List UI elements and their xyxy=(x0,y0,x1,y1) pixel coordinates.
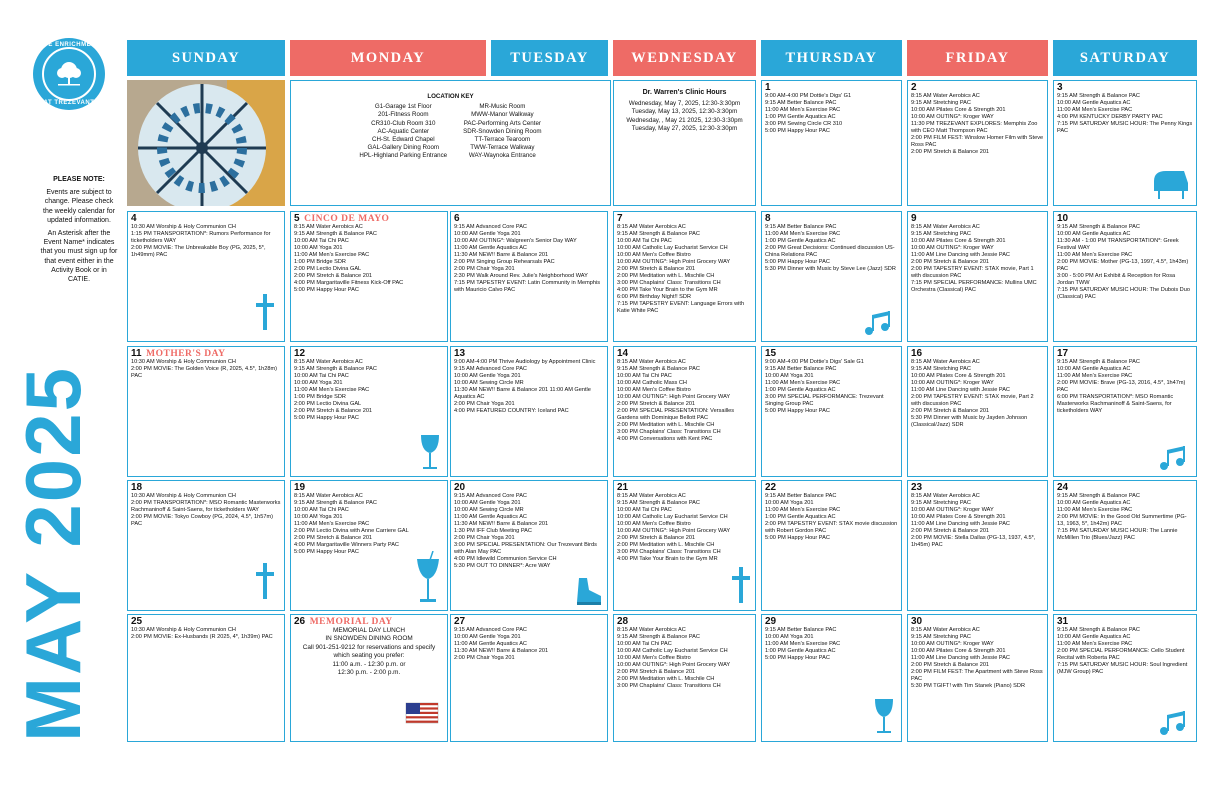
day-cell-27 xyxy=(450,614,608,742)
header-wednesday: WEDNESDAY xyxy=(613,40,756,76)
day-number: 17 xyxy=(1057,348,1069,359)
day-cell-29 xyxy=(761,614,902,742)
day-number: 3 xyxy=(1057,82,1063,93)
cross-icon xyxy=(732,567,750,603)
day-number: 8 xyxy=(765,213,771,224)
day-cell-21 xyxy=(613,480,756,611)
day-number: 14 xyxy=(617,348,629,359)
day-events: 8:15 AM Water Aerobics AC 9:15 AM Strength & Balance PAC 10:00 AM Tai Chi PAC 10:00 AM Catholic Mass CH 10:00 AM Men's Coffee Bistro 10:00 AM OUTING*: High Point Grocery WAY 2:00 PM Stretch & Balance 201 2:00 PM SPECIAL PRESENTATION: Versailles Gardens with Dominique Bellott PAC 2:00 PM Meditation with L. Mischile CH 3:00 PM Chaplains' Class: Transitions CH 4:00 PM Conversations with Kent PAC xyxy=(617,359,735,442)
day-cell-17 xyxy=(1053,346,1197,477)
memorial-lunch-info: MEMORIAL DAY LUNCH IN SNOWDEN DINING ROOM Call 901-251-9212 for reservations and specify which seating you prefer: 11:00 a.m. - 12:30 p.m. or 12:30 p.m. - 2:00 p.m. xyxy=(302,627,436,677)
wine-glass-icon xyxy=(419,433,441,473)
day-number: 31 xyxy=(1057,616,1069,627)
day-number: 7 xyxy=(617,213,623,224)
day-events: 8:15 AM Water Aerobics AC 9:15 AM Strength & Balance PAC 10:00 AM Tai Chi PAC 10:00 AM Yoga 201 11:00 AM Men's Exercise PAC 2:00 PM Lectio Divina with Anne Carriere GAL 2:00 PM Stretch & Balance 201 4:00 PM Margaritaville Winners Party PAC 5:00 PM Happy Hour PAC xyxy=(294,493,409,555)
umbrella-photo xyxy=(127,80,285,206)
note-text-1: Events are subject to change. Please check the weekly calendar for updated information. xyxy=(43,189,115,224)
day-number: 5 xyxy=(294,213,300,224)
day-cell-2 xyxy=(907,80,1048,206)
day-events: 8:15 AM Water Aerobics AC 9:15 AM Strength & Balance PAC 10:00 AM Tai Chi PAC 10:00 AM Catholic Lay Eucharist Service CH 10:00 AM Men's Coffee Bistro 10:00 AM OUTING*: High Point Grocery WAY 2:00 PM Stretch & Balance 201 2:00 PM Meditation with L. Mischile CH 3:00 PM Chaplains' Class: Transitions CH 4:00 PM Take Your Brain to the Gym MR xyxy=(617,493,731,562)
header-tuesday: TUESDAY xyxy=(491,40,608,76)
day-events: 9:15 AM Better Balance PAC 10:00 AM Yoga 201 11:00 AM Men's Exercise PAC 1:00 PM Gentle Aquatics AC 2:00 PM TAPESTRY EVENT: STAX movie discussion with Robert Gordon PAC 5:00 PM Happy Hour PAC xyxy=(765,493,898,541)
holiday-label: CINCO DE MAYO xyxy=(304,214,390,224)
logo-text-top: LIFE ENRICHMENT xyxy=(37,42,101,48)
day-events: 8:15 AM Water Aerobics AC 9:15 AM Strength & Balance PAC 10:00 AM Tai Chi PAC 10:00 AM Catholic Lay Eucharist Service CH 10:00 AM Men's Coffee Bistro 10:00 AM OUTING*: High Point Grocery WAY 2:00 PM Stretch & Balance 201 2:00 PM Meditation with L. Mischile CH 3:00 PM Chaplains' Class: Transitions CH 4:00 PM Take Your Brain to the Gym MR 6:00 PM Birthday Night!! SDR 7:15 PM TAPESTRY EVENT: Language Errors with Katie White PAC xyxy=(617,224,745,314)
month-title: MAY 2025 xyxy=(9,366,97,742)
day-events: 10:30 AM Worship & Holy Communion CH 2:00 PM MOVIE: Ex-Husbands (R 2025, 4*, 1h39m) PAC xyxy=(131,627,273,640)
day-number: 30 xyxy=(911,616,923,627)
header-monday: MONDAY xyxy=(290,40,486,76)
day-events: 9:00 AM-4:00 PM Thrive Audiology by Appointment Clinic 9:15 AM Advanced Core PAC 10:00 AM Gentle Yoga 201 10:00 AM Sewing Circle MR 11:30 AM NEW!! Barre & Balance 201 11:00 AM Gentle Aquatics AC 2:00 PM Chair Yoga 201 4:00 PM FEATURED COUNTRY: Iceland PAC xyxy=(454,359,596,414)
logo-ring xyxy=(42,47,96,101)
trezevant-logo xyxy=(33,38,105,110)
day-cell-31 xyxy=(1053,614,1197,742)
day-events: 9:15 AM Strength & Balance PAC 10:00 AM Gentle Aquatics AC 11:00 AM Men's Exercise PAC 2:00 PM MOVIE: In the Good Old Summertime (PG-13, 1963, 5*, 1h42m) PAC 7:15 PM SATURDAY MUSIC HOUR: The Lannie McMillen Trio (Blues/Jazz) PAC xyxy=(1057,493,1187,541)
day-cell-25 xyxy=(127,614,285,742)
day-cell-8 xyxy=(761,211,902,342)
day-cell-30 xyxy=(907,614,1048,742)
day-number: 16 xyxy=(911,348,923,359)
day-number: 27 xyxy=(454,616,466,627)
day-number: 25 xyxy=(131,616,143,627)
day-events: 9:15 AM Strength & Balance PAC 10:00 AM Gentle Aquatics AC 11:00 AM Men's Exercise PAC 4:00 PM KENTUCKY DERBY PARTY PAC 7:15 PM SATURDAY MUSIC HOUR: The Penny Kings PAC xyxy=(1057,93,1193,134)
clinic-title: Dr. Warren's Clinic Hours xyxy=(642,89,727,96)
holiday-label: MEMORIAL DAY xyxy=(309,617,393,627)
day-events: 9:15 AM Strength & Balance PAC 10:00 AM Gentle Aquatics AC 11:00 AM Men's Exercise PAC 2:00 PM SPECIAL PERFORMANCE: Cello Student Recital with Roberta PAC 7:15 PM SATURDAY MUSIC HOUR: Soul Ingredient (MJW Group) PAC xyxy=(1057,627,1188,675)
day-number: 12 xyxy=(294,348,306,359)
day-events: 8:15 AM Water Aerobics AC 9:15 AM Strength & Balance PAC 10:00 AM Tai Chi PAC 10:00 AM Yoga 201 11:00 AM Men's Exercise PAC 1:00 PM Bridge SDR 2:00 PM Lectio Divina GAL 2:00 PM Stretch & Balance 201 5:00 PM Happy Hour PAC xyxy=(294,359,377,421)
day-events: 9:15 AM Better Balance PAC 11:00 AM Men's Exercise PAC 1:00 PM Gentle Aquatics AC 2:00 PM Great Decisions: Continued discussion US-China Relations PAC 5:00 PM Happy Hour PAC 5:30 PM Dinner with Music by Steve Lee (Jazz) SDR xyxy=(765,224,896,272)
day-events: 10:30 AM Worship & Holy Communion CH 1:15 PM TRANSPORTATION*: Rumors Performance for ticketholders WAY 2:00 PM MOVIE: The Unbreakable Boy (PG, 2025, 5*, 1h49mm) PAC xyxy=(131,224,271,258)
note-heading: PLEASE NOTE: xyxy=(53,176,105,183)
day-number: 2 xyxy=(911,82,917,93)
day-number: 19 xyxy=(294,482,306,493)
day-number: 15 xyxy=(765,348,777,359)
day-events: 9:00 AM-4:00 PM Dottie's Digs' G1 9:15 AM Better Balance PAC 11:00 AM Men's Exercise PAC 1:00 PM Gentle Aquatics AC 3:00 PM Sewing Circle CR 310 5:00 PM Happy Hour PAC xyxy=(765,93,852,134)
tree-icon xyxy=(54,61,84,87)
day-number: 6 xyxy=(454,213,460,224)
day-cell-1 xyxy=(761,80,902,206)
cross-icon xyxy=(256,563,274,599)
day-cell-24 xyxy=(1053,480,1197,611)
location-key-left: G1-Garage 1st Floor 201-Fitness Room CR310-Club Room 310 AC-Aquatic Center CH-St. Edward Chapel GAL-Gallery Dining Room HPL-Highland Parking Entrance xyxy=(359,103,448,160)
day-number: 9 xyxy=(911,213,917,224)
day-cell-7 xyxy=(613,211,756,342)
music-notes-icon xyxy=(1156,444,1192,474)
day-cell-26 xyxy=(290,614,448,742)
day-number: 28 xyxy=(617,616,629,627)
header-thursday: THURSDAY xyxy=(761,40,902,76)
day-number: 23 xyxy=(911,482,923,493)
day-cell-3 xyxy=(1053,80,1197,206)
clinic-hours xyxy=(613,80,756,206)
sneaker-icon xyxy=(573,576,603,606)
day-number: 22 xyxy=(765,482,777,493)
day-cell-11 xyxy=(127,346,285,477)
day-number: 1 xyxy=(765,82,771,93)
day-events: 9:15 AM Strength & Balance PAC 10:00 AM Gentle Aquatics AC 11:00 AM Men's Exercise PAC 2:00 PM MOVIE: Brave (PG-13, 2016, 4.5*, 1h47m) PAC 6:00 PM TRANSPORTATION*: MSO Romantic Masterworks Rachmaninoff & Saint-Saens, for ticketholders WAY xyxy=(1057,359,1186,414)
day-cell-14 xyxy=(613,346,756,477)
day-cell-16 xyxy=(907,346,1048,477)
day-cell-6 xyxy=(450,211,608,342)
music-notes-icon xyxy=(861,309,897,339)
day-cell-5 xyxy=(290,211,448,342)
day-events: 8:15 AM Water Aerobics AC 9:15 AM Stretching PAC 10:00 AM OUTING*: Kroger WAY 10:00 AM Pilates Core & Strength 201 11:00 AM Line Dancing with Jessie PAC 2:00 PM Stretch & Balance 201 2:00 PM FILM FEST: The Apartment with Steve Ross PAC 5:30 PM TGIFT! with Tim Stanek (Piano) SDR xyxy=(911,627,1043,689)
day-cell-23 xyxy=(907,480,1048,611)
cross-icon xyxy=(256,294,274,330)
day-number: 11 xyxy=(131,348,142,359)
day-number: 29 xyxy=(765,616,777,627)
umbrella-image xyxy=(127,80,285,206)
day-number: 18 xyxy=(131,482,143,493)
day-cell-10 xyxy=(1053,211,1197,342)
day-number: 4 xyxy=(131,213,137,224)
day-cell-12 xyxy=(290,346,448,477)
day-cell-28 xyxy=(613,614,756,742)
day-number: 24 xyxy=(1057,482,1069,493)
note-text-2: An Asterisk after the Event Name* indicates that you must sign up for that event either in the Activity Book or in CATIE. xyxy=(40,230,118,284)
header-sunday: SUNDAY xyxy=(127,40,285,76)
day-cell-18 xyxy=(127,480,285,611)
day-number: 21 xyxy=(617,482,629,493)
day-events: 9:15 AM Better Balance PAC 10:00 AM Yoga 201 11:00 AM Men's Exercise PAC 1:00 PM Gentle Aquatics AC 5:00 PM Happy Hour PAC xyxy=(765,627,841,661)
day-cell-4 xyxy=(127,211,285,342)
day-number: 26 xyxy=(294,616,306,627)
please-note xyxy=(40,175,118,288)
music-notes-icon xyxy=(1156,709,1192,739)
day-number: 20 xyxy=(454,482,466,493)
day-cell-19 xyxy=(290,480,448,611)
header-saturday: SATURDAY xyxy=(1053,40,1197,76)
logo-text-bottom: AT TREZEVANT xyxy=(43,100,95,106)
day-events: 9:15 AM Strength & Balance PAC 10:00 AM Gentle Aquatics AC 11:30 AM - 1:00 PM TRANSPORTATION*: Greek Festival WAY 11:00 AM Men's Exercise PAC 2:00 PM MOVIE: Mother (PG-13, 1997, 4.5*, 1h43m) PAC 3:00 - 5:00 PM Art Exhibit & Reception for Rosa Jordan TWW 7:15 PM SATURDAY MUSIC HOUR: The Dubois Duo (Classical) PAC xyxy=(1057,224,1190,300)
day-events: 10:30 AM Worship & Holy Communion CH 2:00 PM MOVIE: The Golden Voice (R, 2025, 4.5*, 1h28m) PAC xyxy=(131,359,278,379)
day-events: 8:15 AM Water Aerobics AC 9:15 AM Strength & Balance PAC 10:00 AM Tai Chi PAC 10:00 AM Catholic Lay Eucharist Service CH 10:00 AM Men's Coffee Bistro 10:00 AM OUTING*: High Point Grocery WAY 2:00 PM Stretch & Balance 201 2:00 PM Meditation with L. Mischile CH 3:00 PM Chaplains' Class: Transitions CH xyxy=(617,627,731,689)
day-events: 9:15 AM Advanced Core PAC 10:00 AM Gentle Yoga 201 10:00 AM Sewing Circle MR 11:00 AM Gentle Aquatics AC 11:30 AM NEW!! Barre & Balance 201 1:30 PM IFF Club Meeting PAC 2:00 PM Chair Yoga 201 3:00 PM SPECIAL PRESENTATION: Our Trezevant Birds with Alan May PAC 4:00 PM Idlewild Communion Service CH 5:30 PM OUT TO DINNER*: Acre WAY xyxy=(454,493,597,569)
holiday-label: MOTHER'S DAY xyxy=(146,349,226,359)
day-events: 9:15 AM Advanced Core PAC 10:00 AM Gentle Yoga 201 11:00 AM Gentle Aquatics AC 11:30 AM NEW!! Barre & Balance 201 2:00 PM Chair Yoga 201 xyxy=(454,627,549,661)
day-events: 8:15 AM Water Aerobics AC 9:15 AM Stretching PAC 10:00 AM Pilates Core & Strength 201 10:00 AM OUTING*: Kroger WAY 11:30 PM TREZEVANT EXPLORES: Memphis Zoo with CEO Matt Thompson PAC 2:00 PM FILM FEST: Winslow Homer Film with Steve Ross PAC 2:00 PM Stretch & Balance 201 xyxy=(911,93,1044,155)
day-events: 8:15 AM Water Aerobics AC 9:15 AM Stretching PAC 10:00 AM OUTING*: Kroger WAY 10:00 AM Pilates Core & Strength 201 11:00 AM Line Dancing with Jessie PAC 2:00 PM Stretch & Balance 201 2:00 PM MOVIE: Stella Dallas (PG-13, 1937, 4.5*, 1h45m) PAC xyxy=(911,493,1036,548)
day-number: 13 xyxy=(454,348,466,359)
day-events: 10:30 AM Worship & Holy Communion CH 2:00 PM TRANSPORTATION*: MSO Romantic Masterworks Rachmaninoff & Saint-Saens, for ticketholders WAY 2:00 PM MOVIE: Tokyo Cowboy (PG, 2024, 4.5*, 1h57m) PAC xyxy=(131,493,281,527)
us-flag-icon xyxy=(405,701,439,725)
day-number: 10 xyxy=(1057,213,1069,224)
location-key xyxy=(290,80,611,206)
day-events: 9:15 AM Advanced Core PAC 10:00 AM Gentle Yoga 201 10:00 AM OUTING*: Walgreen's Senior Day WAY 11:00 AM Gentle Aquatics AC 11:30 AM NEW!! Barre & Balance 201 2:00 PM Singing Group Rehearsals PAC 2:00 PM Chair Yoga 201 2:30 PM Walk Around Rev. Julie's Neighborhood WAY 7:15 PM TAPESTRY EVENT: Latin Community in Memphis with Mauricio Calvo PAC xyxy=(454,224,601,293)
location-key-title: LOCATION KEY xyxy=(427,93,474,100)
day-cell-20 xyxy=(450,480,608,611)
day-cell-22 xyxy=(761,480,902,611)
location-key-right: MR-Music Room MWW-Manor Walkway PAC-Performing Arts Center SDR-Snowden Dining Room TT-Terrace Tearoom TWW-Terrace Walkway WAY-Waynoka Entrance xyxy=(463,103,542,160)
wine-glass-icon xyxy=(873,697,895,737)
day-cell-15 xyxy=(761,346,902,477)
day-cell-13 xyxy=(450,346,608,477)
piano-icon xyxy=(1150,167,1190,201)
day-events: 8:15 AM Water Aerobics AC 9:15 AM Stretching PAC 10:00 AM Pilates Core & Strength 201 10:00 AM OUTING*: Kroger WAY 11:00 AM Line Dancing with Jessie PAC 2:00 PM Stretch & Balance 201 2:00 PM TAPESTRY EVENT: STAX movie, Part 1 with discussion PAC 7:15 PM SPECIAL PERFORMANCE: Mullins UMC Orchestra (Classical) PAC xyxy=(911,224,1037,293)
day-cell-9 xyxy=(907,211,1048,342)
margarita-icon xyxy=(415,551,441,607)
clinic-lines: Wednesday, May 7, 2025, 12:30-3:30pm Tuesday, May 13, 2025, 12:30-3:30pm Wednesday, , May 21 2025, 12:30-3:30pm Tuesday, May 27, 2025, 12:30-3:30pm xyxy=(626,100,743,132)
day-events: 9:00 AM-4:00 PM Dottie's Digs' Sale G1 9:15 AM Better Balance PAC 10:00 AM Yoga 201 11:00 AM Men's Exercise PAC 1:00 PM Gentle Aquatics AC 3:00 PM SPECIAL PERFORMANCE: Trezevant Singing Group PAC 5:00 PM Happy Hour PAC xyxy=(765,359,884,414)
header-friday: FRIDAY xyxy=(907,40,1048,76)
day-events: 8:15 AM Water Aerobics AC 9:15 AM Stretching PAC 10:00 AM Pilates Core & Strength 201 10:00 AM OUTING*: Kroger WAY 11:00 AM Line Dancing with Jessie PAC 2:00 PM TAPESTRY EVENT: STAX movie, Part 2 with discussion PAC 2:00 PM Stretch & Balance 201 5:30 PM Dinner with Music by Jayden Johnson (Classical/Jazz) SDR xyxy=(911,359,1034,428)
day-events: 8:15 AM Water Aerobics AC 9:15 AM Strength & Balance PAC 10:00 AM Tai Chi PAC 10:00 AM Yoga 201 11:00 AM Men's Exercise PAC 1:00 PM Bridge SDR 2:00 PM Lectio Divina GAL 2:00 PM Stretch & Balance 201 4:00 PM Margaritaville Fitness Kick-Off PAC 5:00 PM Happy Hour PAC xyxy=(294,224,404,293)
